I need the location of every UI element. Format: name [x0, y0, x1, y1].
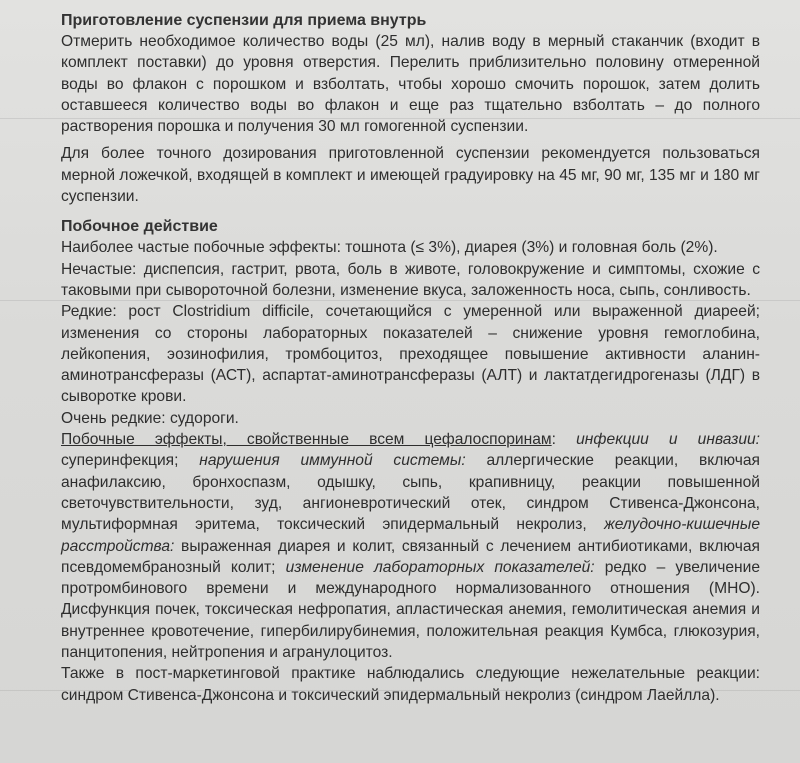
side-effects-rare: Редкие: рост Clostridium difficile, сочетающийся с умеренной или выраженной диареей; изменения со стороны лабораторных показателей – снижение уровня гемоглобина, лейкопения, эозинофилия, тромбоцитоз, преходящее повышение активности аланин-аминотрансферазы (АСТ), аспартат-аминотрансферазы (АЛТ) и лактатдегидрогеназы (ЛДГ) в сыворотке крови. [61, 303, 760, 406]
category-infections: инфекции и инвазии: [576, 431, 760, 449]
category-gastrointestinal-text: выраженная диарея и колит, связанный с лечением антибиотиками, включая псевдомембранозный колит; [61, 537, 760, 576]
preparation-section [61, 10, 760, 207]
category-immune: нарушения иммунной системы: [199, 452, 466, 470]
category-laboratory: изменение лабораторных показателей: [285, 558, 595, 576]
class-effects-colon: : [551, 431, 556, 449]
paper-fold-line [0, 300, 800, 301]
side-effects-heading: Побочное действие [61, 218, 218, 236]
class-effects-intro: Побочные эффекты, свойственные всем цефалоспоринам [61, 431, 552, 449]
preparation-paragraph-2: Для более точного дозирования приготовленной суспензии рекомендуется пользоваться мерной ложечкой, входящей в комплект и имеющей градуировку на 45 мг, 90 мг, 135 мг и 180 мг суспензии. [61, 145, 760, 206]
preparation-heading: Приготовление суспензии для приема внутрь [61, 12, 427, 29]
side-effects-very-rare: Очень редкие: судороги. [61, 409, 239, 427]
side-effects-section [61, 216, 760, 706]
side-effects-postmarketing: Также в пост-маркетинговой практике наблюдались следующие нежелательные реакции: синдром Стивенса-Джонсона и токсический эпидермальный некролиз (синдром Лаейлла). [61, 665, 760, 704]
side-effects-uncommon: Нечастые: диспепсия, гастрит, рвота, боль в животе, головокружение и симптомы, схожие с таковыми при сывороточной болезни, изменение вкуса, заложенность носа, сыпь, сонливость. [61, 260, 760, 299]
paper-fold-line [0, 118, 800, 119]
category-laboratory-text: редко – увеличение протромбинового времени и международного нормализованного отношения (МНО). Дисфункция почек, токсическая нефропатия, апластическая анемия, гемолитическая анемия и внутреннее кровотечение, гипербилирубинемия, положительная реакция Кумбса, глюкозурия, панцитопения, нейтропения и агранулоцитоз. [61, 558, 761, 662]
preparation-paragraph-1: Отмерить необходимое количество воды (25 мл), налив воду в мерный стаканчик (входит в комплект поставки) до уровня отверстия. Перелить приблизительно половину отмеренной воды во флакон с порошком и взболтать, чтобы хорошо смочить порошок, затем долить оставшееся количество воды во флакон и еще раз тщательно взболтать – до полного растворения порошка и получения 30 мл гомогенной суспензии. [61, 33, 760, 136]
paper-fold-line [0, 690, 800, 691]
category-gastrointestinal: желудочно-кишечные расстройства: [61, 516, 760, 555]
side-effects-class-paragraph [61, 429, 760, 663]
category-infections-text: суперинфекция; [61, 452, 200, 470]
side-effects-common: Наиболее частые побочные эффекты: тошнота (≤ 3%), диарея (3%) и головная боль (2%). [61, 239, 718, 257]
category-immune-text: аллергические реакции, включая анафилаксию, бронхоспазм, одышку, сыпь, крапивницу, реакции повышенной светочувствительности, зуд, ангионевротический отек, синдром Стивенса-Джонсона, мультиформная эритема, токсический эпидермальный некролиз, [61, 452, 760, 534]
